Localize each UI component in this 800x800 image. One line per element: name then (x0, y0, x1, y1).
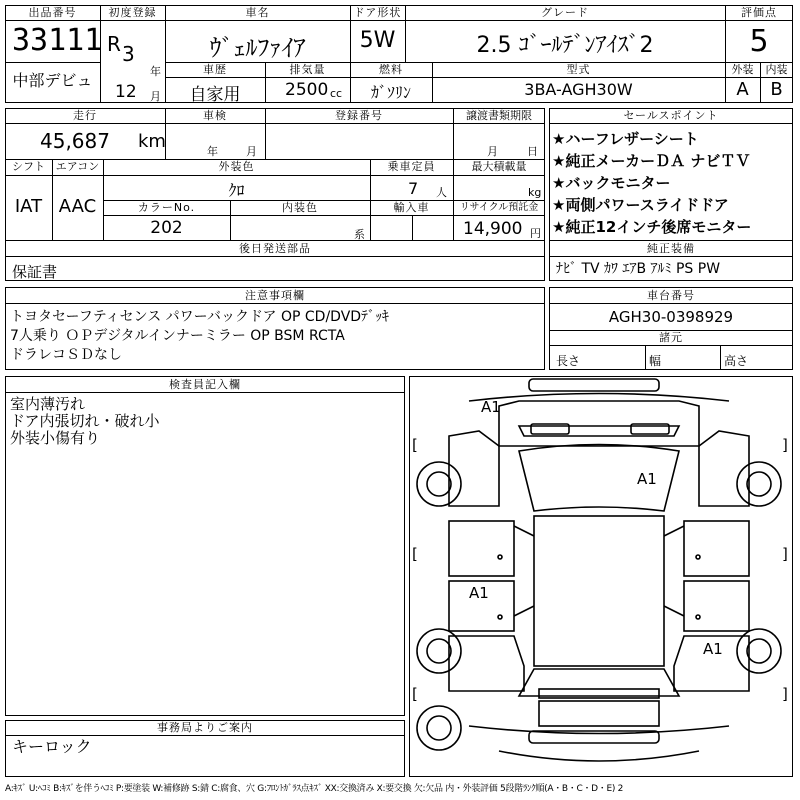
grade-label: グレード (541, 6, 589, 19)
fuel-value: ｶﾞｿﾘﾝ (370, 83, 411, 102)
type-label: 型式 (566, 63, 591, 76)
type-value: 3BA-AGH30W (524, 80, 633, 99)
model-label: 車名 (245, 6, 270, 19)
model-value: ｳﾞｪﾙﾌｧｲｱ (209, 34, 306, 62)
car-damage-diagram (409, 376, 793, 777)
recycle-unit: 円 (530, 227, 541, 240)
office-label: 事務局よりご案内 (157, 721, 253, 734)
load-label: 最大積載量 (471, 160, 527, 173)
notes-label: 注意事項欄 (245, 289, 305, 302)
tr-month: 月 (487, 145, 498, 158)
mark-left-door: A1 (469, 584, 489, 602)
selling-label: セールスポイント (623, 109, 719, 122)
mark-right-rear: A1 (703, 640, 723, 658)
int-color-unit: 系 (354, 228, 365, 241)
dims-label: 諸元 (659, 331, 683, 344)
history-value: 自家用 (189, 85, 241, 105)
door-label: ドア形状 (353, 6, 402, 19)
recycle-value: 14,900 (463, 219, 523, 239)
later-value: 保証書 (12, 263, 58, 281)
history-label: 車歴 (203, 63, 227, 76)
year-value: 3 (122, 42, 135, 66)
mark-roof: A1 (637, 470, 657, 488)
debut: 中部デビュ (12, 71, 93, 90)
mileage-unit: km (138, 131, 166, 152)
seat-value: 7 (408, 179, 419, 198)
bracket-right-2: ] (782, 545, 788, 563)
disp-unit: cc (330, 87, 343, 100)
legend: A:ｷｽﾞ U:ﾍｺﾐ B:ｷｽﾞを伴うﾍｺﾐ P:要塗装 W:補修跡 S:錆 C:腐食、穴 G:ﾌﾛﾝﾄｶﾞﾗｽ点ｷｽﾞ XX:交換済み X:要交換 欠:欠品 内・外装評価 5段階ﾗﾝｸ順(A・B・C・D・E) 2 (5, 784, 624, 794)
bracket-left-2: [ (412, 545, 418, 563)
seat-unit: 人 (436, 186, 447, 199)
disp-value: 2500 (285, 80, 329, 100)
chassis-value: AGH30-0398929 (608, 308, 734, 326)
mileage-value: 45,687 (40, 129, 110, 153)
selling-item-2: ★純正メーカーＤＡ ナビＴＶ (552, 152, 751, 170)
shift-label: シフト (12, 160, 45, 173)
reg-no-label: 登録番号 (335, 109, 383, 122)
bracket-right-1: ] (782, 436, 788, 454)
chassis-label: 車台番号 (647, 289, 695, 302)
recycle-label: リサイクル預託金 (459, 202, 539, 213)
month-unit: 月 (150, 90, 161, 103)
selling-item-1: ★ハーフレザーシート (552, 130, 699, 148)
insp-month: 月 (246, 145, 257, 158)
score-value: 5 (749, 24, 769, 59)
selling-item-3: ★バックモニター (552, 174, 671, 192)
car-diagram (409, 376, 793, 777)
mileage-label: 走行 (73, 109, 97, 122)
notes-line-1: トヨタセーフティセンス パワーバックドア OP CD/DVDﾃﾞｯｷ (10, 309, 390, 325)
ext-label: 外装 (731, 63, 754, 76)
ac-value: AAC (58, 196, 97, 217)
bracket-left-1: [ (412, 436, 418, 454)
shift-value: IAT (14, 196, 43, 217)
lot-value: 33111 (12, 23, 103, 58)
color-label: 外装色 (218, 160, 255, 173)
int-color-label: 内装色 (282, 201, 318, 214)
inspector-label: 検査員記入欄 (169, 378, 241, 391)
month-value: 12 (115, 82, 137, 102)
disp-label: 排気量 (289, 63, 326, 76)
selling-item-5: ★純正12インチ後席モニター (552, 218, 752, 236)
transfer-label: 譲渡書類期限 (466, 109, 532, 122)
later-label: 後日発送部品 (239, 242, 311, 255)
lot-label: 出品番号 (28, 6, 77, 19)
notes-line-2: 7人乗り ＯＰデジタルインナーミラー OP BSM RCTA (10, 328, 345, 344)
ext-value: A (736, 79, 749, 100)
notes-line-3: ドラレコＳＤなし (10, 347, 122, 363)
bracket-left-3: [ (412, 685, 418, 703)
equip-value: ﾅﾋﾞ TV ｶﾜ ｴｱB ｱﾙﾐ PS PW (556, 261, 721, 277)
inspector-line-3: 外装小傷有り (10, 429, 101, 447)
mark-front: A1 (481, 398, 501, 416)
hei-label: 高さ (724, 354, 749, 368)
ac-label: エアコン (55, 160, 100, 173)
year-unit: 年 (150, 65, 161, 78)
len-label: 長さ (556, 354, 581, 368)
era: R (107, 32, 121, 56)
tr-day: 日 (527, 145, 538, 158)
fuel-label: 燃料 (379, 63, 403, 76)
int-value: B (770, 79, 783, 100)
inspector-line-1: 室内薄汚れ (10, 395, 86, 413)
inspector-line-2: ドア内張切れ・破れ小 (10, 412, 160, 430)
equip-label: 純正装備 (647, 242, 695, 255)
insp-year: 年 (207, 145, 218, 158)
score-label: 評価点 (741, 6, 777, 19)
inspection-label: 車検 (203, 109, 227, 122)
bracket-right-3: ] (782, 685, 788, 703)
selling-item-4: ★両側パワースライドドア (552, 196, 729, 214)
seat-label: 乗車定員 (387, 160, 436, 173)
grade-value: 2.5 ｺﾞｰﾙﾃﾞﾝｱｲｽﾞ2 (476, 33, 654, 58)
import-label: 輸入車 (393, 201, 430, 214)
int-label: 内装 (765, 63, 788, 76)
door-value: 5W (359, 28, 396, 53)
load-unit: kg (528, 186, 542, 199)
color-value: ｸﾛ (228, 181, 245, 200)
office-value: キーロック (12, 737, 92, 756)
color-no-value: 202 (150, 218, 183, 238)
wid-label: 幅 (649, 354, 662, 368)
reg-label: 初度登録 (108, 6, 157, 19)
color-no-label: カラーNo. (137, 201, 196, 214)
